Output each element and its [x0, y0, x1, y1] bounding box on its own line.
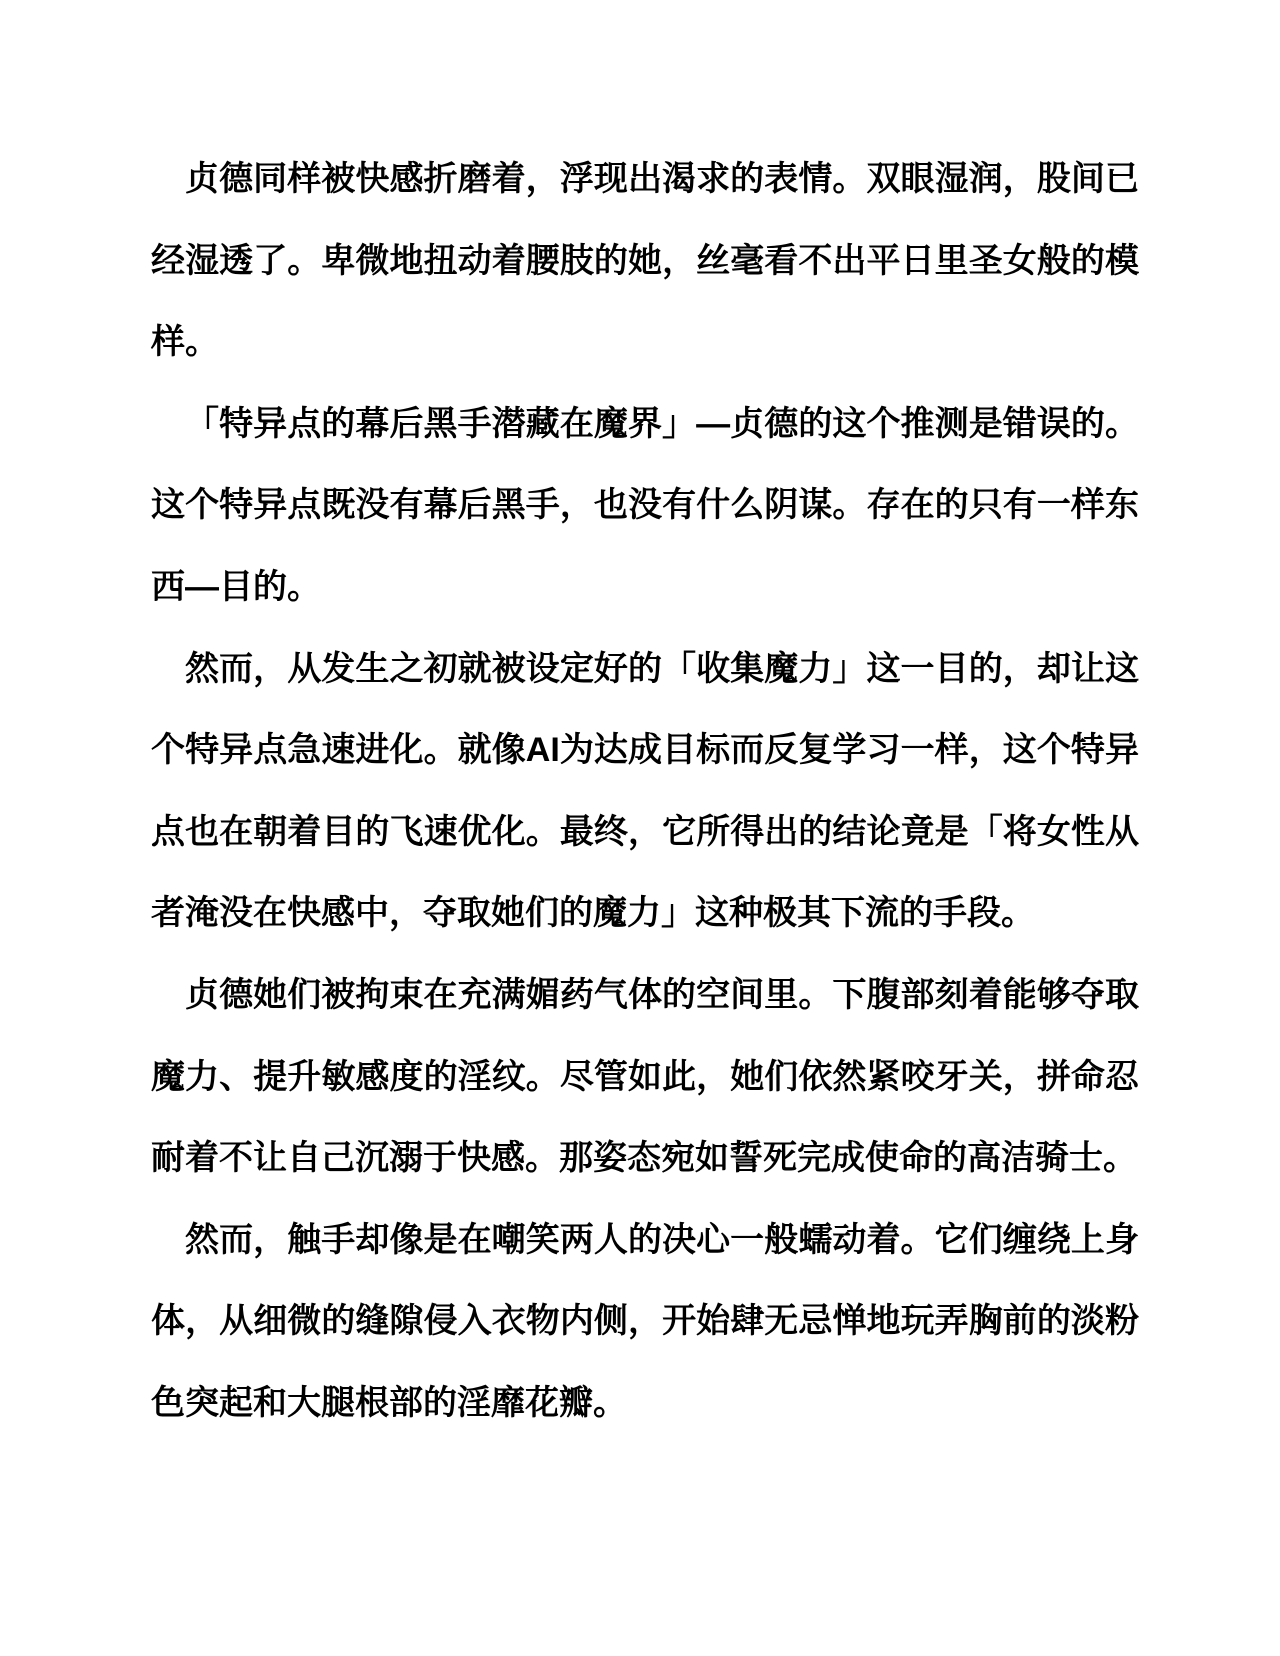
- document-page: [151, 139, 1139, 1445]
- paragraph: 贞德她们被拘束在充满媚药气体的空间里。下腹部刻着能够夺取魔力、提升敏感度的淫纹。尽管如此，她们依然紧咬牙关，拼命忍耐着不让自己沉溺于快感。那姿态宛如誓死完成使命的高洁骑士。: [151, 975, 1139, 1178]
- paragraph: 然而，从发生之初就被设定好的「收集魔力」这一目的，却让这个特异点急速进化。就像AI为达成目标而反复学习一样，这个特异点也在朝着目的飞速优化。最终，它所得出的结论竟是「将女性从者淹没在快感中，夺取她们的魔力」这种极其下流的手段。: [151, 649, 1139, 933]
- paragraph: 「特异点的幕后黑手潜藏在魔界」—贞德的这个推测是错误的。这个特异点既没有幕后黑手，也没有什么阴谋。存在的只有一样东西—目的。: [151, 404, 1139, 606]
- paragraph: 贞德同样被快感折磨着，浮现出渴求的表情。双眼湿润，股间已经湿透了。卑微地扭动着腰肢的她，丝毫看不出平日里圣女般的模样。: [151, 160, 1139, 362]
- paragraph: 然而，触手却像是在嘲笑两人的决心一般蠕动着。它们缠绕上身体，从细微的缝隙侵入衣物内侧，开始肆无忌惮地玩弄胸前的淡粉色突起和大腿根部的淫靡花瓣。: [151, 1220, 1139, 1422]
